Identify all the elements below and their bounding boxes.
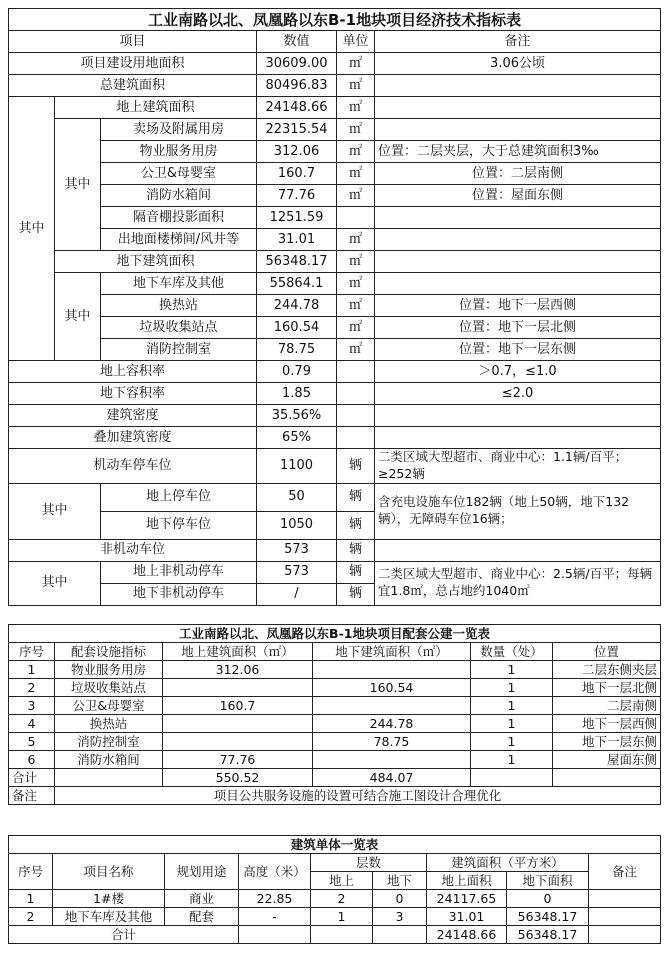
row-unit: ㎡ <box>337 53 375 75</box>
row-name: 建筑密度 <box>9 405 257 427</box>
row-note: 位置：地下一层东侧 <box>375 339 661 361</box>
row-note <box>375 229 661 251</box>
header-name: 项目名称 <box>53 854 165 890</box>
row-unit: 辆 <box>337 539 375 561</box>
row-name: 地上建筑面积 <box>55 97 257 119</box>
cell-count: 1 <box>471 697 553 715</box>
row-note: 二类区域大型超市、商业中心：1.1辆/百平；≥252辆 <box>375 449 661 484</box>
row-unit: ㎡ <box>337 229 375 251</box>
cell-count: 1 <box>471 715 553 733</box>
header-location: 位置 <box>553 643 661 661</box>
cell-use: 配套 <box>165 908 239 926</box>
row-name: 非机动车位 <box>9 539 257 561</box>
row-name: 地下停车位 <box>101 511 257 539</box>
subgroup-label-below: 其中 <box>55 273 101 361</box>
cell-facility: 物业服务用房 <box>55 661 163 679</box>
row-unit <box>337 207 375 229</box>
total-floors-below-empty <box>373 926 427 944</box>
table-row <box>9 679 661 697</box>
row-note <box>375 405 661 427</box>
cell-height: - <box>239 908 311 926</box>
cell-area-below: 0 <box>507 890 589 908</box>
row-note: 位置：地下一层北侧 <box>375 317 661 339</box>
row-value: 24148.66 <box>257 97 337 119</box>
cell-facility: 消防水箱间 <box>55 751 163 769</box>
row-name: 卖场及附属用房 <box>101 119 257 141</box>
row-note: 3.06公顷 <box>375 53 661 75</box>
row-name: 出地面楼梯间/风井等 <box>101 229 257 251</box>
cell-below: 160.54 <box>313 679 471 697</box>
total-facility-empty <box>55 769 163 787</box>
header-use: 规划用途 <box>165 854 239 890</box>
cell-name: 地下车库及其他 <box>53 908 165 926</box>
row-value: 30609.00 <box>257 53 337 75</box>
row-value: 80496.83 <box>257 75 337 97</box>
header-value: 数值 <box>257 31 337 53</box>
total-location-empty <box>553 769 661 787</box>
cell-count: 1 <box>471 733 553 751</box>
cell-below: 78.75 <box>313 733 471 751</box>
row-note: 含充电设施车位182辆（地上50辆，地下132辆），无障碍车位16辆； <box>375 483 661 539</box>
table1-title: 工业南路以北、凤凰路以东B-1地块项目经济技术指标表 <box>9 9 661 31</box>
row-value: 22315.54 <box>257 119 337 141</box>
cell-location: 屋面东侧 <box>553 751 661 769</box>
cell-no: 6 <box>9 751 55 769</box>
row-name: 物业服务用房 <box>101 141 257 163</box>
row-value: 1050 <box>257 511 337 539</box>
table-row <box>9 661 661 679</box>
row-note <box>375 427 661 449</box>
cell-facility: 换热站 <box>55 715 163 733</box>
cell-name: 1#楼 <box>53 890 165 908</box>
cell-count: 1 <box>471 661 553 679</box>
cell-no: 1 <box>9 890 53 908</box>
row-value: / <box>257 583 337 605</box>
table2-title: 工业南路以北、凤凰路以东B-1地块项目配套公建一览表 <box>9 625 661 643</box>
cell-no: 4 <box>9 715 55 733</box>
total-floors-above-empty <box>311 926 373 944</box>
cell-no: 5 <box>9 733 55 751</box>
total-label: 合计 <box>9 926 239 944</box>
cell-remark <box>589 908 661 926</box>
total-below: 484.07 <box>313 769 471 787</box>
row-unit: 辆 <box>337 583 375 605</box>
header-floors-below: 地下 <box>373 872 427 890</box>
row-name: 公卫&母婴室 <box>101 163 257 185</box>
header-count: 数量（处） <box>471 643 553 661</box>
row-note: 二类区域大型超市、商业中心：2.5辆/百平；每辆宜1.8㎡，总占地约1040㎡ <box>375 561 661 605</box>
row-note <box>375 119 661 141</box>
cell-floors-above: 2 <box>311 890 373 908</box>
row-unit: 辆 <box>337 511 375 539</box>
row-unit: ㎡ <box>337 119 375 141</box>
row-value: 1251.59 <box>257 207 337 229</box>
remark-label: 备注 <box>9 787 55 805</box>
cell-below <box>313 661 471 679</box>
row-unit: ㎡ <box>337 185 375 207</box>
row-unit: ㎡ <box>337 97 375 119</box>
row-note <box>375 207 661 229</box>
row-unit: ㎡ <box>337 75 375 97</box>
cell-below <box>313 751 471 769</box>
row-name: 地下非机动停车 <box>101 583 257 605</box>
cell-no: 3 <box>9 697 55 715</box>
cell-location: 地下一层东侧 <box>553 733 661 751</box>
row-name: 消防控制室 <box>101 339 257 361</box>
header-note: 备注 <box>375 31 661 53</box>
row-unit: ㎡ <box>337 251 375 273</box>
row-note <box>375 251 661 273</box>
row-note <box>375 97 661 119</box>
cell-floors-below: 0 <box>373 890 427 908</box>
cell-facility: 公卫&母婴室 <box>55 697 163 715</box>
remark-row <box>9 787 661 805</box>
row-value: 65% <box>257 427 337 449</box>
cell-area-above: 31.01 <box>427 908 507 926</box>
supporting-facilities-table <box>8 624 661 805</box>
header-area: 建筑面积（平方米） <box>427 854 589 872</box>
row-value: 31.01 <box>257 229 337 251</box>
header-item: 项目 <box>9 31 257 53</box>
total-height-empty <box>239 926 311 944</box>
row-note <box>375 273 661 295</box>
row-unit: ㎡ <box>337 273 375 295</box>
row-value: 1100 <box>257 449 337 484</box>
cell-floors-above: 1 <box>311 908 373 926</box>
row-unit: ㎡ <box>337 295 375 317</box>
cell-facility: 消防控制室 <box>55 733 163 751</box>
row-name: 项目建设用地面积 <box>9 53 257 75</box>
row-name: 地上停车位 <box>101 483 257 511</box>
table-row <box>9 908 661 926</box>
row-note: ＞0.7，≤1.0 <box>375 361 661 383</box>
row-unit: ㎡ <box>337 163 375 185</box>
row-value: 50 <box>257 483 337 511</box>
row-name: 地下容积率 <box>9 383 257 405</box>
row-unit: ㎡ <box>337 339 375 361</box>
cell-above: 160.7 <box>163 697 313 715</box>
cell-location: 二层东侧夹层 <box>553 661 661 679</box>
economic-indicators-table <box>8 8 661 606</box>
row-value: 160.54 <box>257 317 337 339</box>
cell-below: 244.78 <box>313 715 471 733</box>
row-note: 位置：二层南侧 <box>375 163 661 185</box>
header-above-area: 地上建筑面积（㎡） <box>163 643 313 661</box>
table3-title: 建筑单体一览表 <box>9 836 661 854</box>
cell-no: 1 <box>9 661 55 679</box>
total-area-above: 24148.66 <box>427 926 507 944</box>
row-name: 地下车库及其他 <box>101 273 257 295</box>
cell-above: 77.76 <box>163 751 313 769</box>
table-row <box>9 715 661 733</box>
cell-count: 1 <box>471 751 553 769</box>
row-name: 隔音棚投影面积 <box>101 207 257 229</box>
cell-area-below: 56348.17 <box>507 908 589 926</box>
row-name: 叠加建筑密度 <box>9 427 257 449</box>
row-value: 78.75 <box>257 339 337 361</box>
cell-location: 地下一层西侧 <box>553 715 661 733</box>
cell-above: 312.06 <box>163 661 313 679</box>
cell-use: 商业 <box>165 890 239 908</box>
row-unit: ㎡ <box>337 141 375 163</box>
row-value: 244.78 <box>257 295 337 317</box>
cell-above <box>163 715 313 733</box>
header-remark: 备注 <box>589 854 661 890</box>
row-name: 换热站 <box>101 295 257 317</box>
row-name: 地上非机动停车 <box>101 561 257 583</box>
group-label-qizhong: 其中 <box>9 97 55 361</box>
cell-floors-below: 3 <box>373 908 427 926</box>
row-note: 位置：二层夹层，大于总建筑面积3‰ <box>375 141 661 163</box>
row-unit: 辆 <box>337 449 375 484</box>
header-unit: 单位 <box>337 31 375 53</box>
row-value: 312.06 <box>257 141 337 163</box>
row-note <box>375 539 661 561</box>
cell-height: 22.85 <box>239 890 311 908</box>
row-note: ≤2.0 <box>375 383 661 405</box>
row-unit: 辆 <box>337 561 375 583</box>
row-value: 160.7 <box>257 163 337 185</box>
row-name: 机动车停车位 <box>9 449 257 484</box>
header-below-area: 地下建筑面积（㎡） <box>313 643 471 661</box>
row-note: 位置：地下一层西侧 <box>375 295 661 317</box>
row-value: 55864.1 <box>257 273 337 295</box>
table-row <box>9 751 661 769</box>
header-floors: 层数 <box>311 854 427 872</box>
remark-text: 项目公共服务设施的设置可结合施工图设计合理优化 <box>55 787 661 805</box>
total-area-below: 56348.17 <box>507 926 589 944</box>
row-note: 位置：屋面东侧 <box>375 185 661 207</box>
header-no: 序号 <box>9 643 55 661</box>
row-value: 77.76 <box>257 185 337 207</box>
row-name: 消防水箱间 <box>101 185 257 207</box>
header-facility: 配套设施指标 <box>55 643 163 661</box>
row-value: 56348.17 <box>257 251 337 273</box>
header-no: 序号 <box>9 854 53 890</box>
cell-above <box>163 733 313 751</box>
row-name: 地下建筑面积 <box>55 251 257 273</box>
row-value: 35.56% <box>257 405 337 427</box>
cell-facility: 垃圾收集站点 <box>55 679 163 697</box>
cell-above <box>163 679 313 697</box>
row-unit: ㎡ <box>337 317 375 339</box>
row-name: 地上容积率 <box>9 361 257 383</box>
group-label-bikes: 其中 <box>9 561 101 605</box>
header-height: 高度（米） <box>239 854 311 890</box>
subgroup-label-above: 其中 <box>55 119 101 251</box>
row-unit <box>337 383 375 405</box>
total-remark-empty <box>589 926 661 944</box>
header-area-above: 地上面积 <box>427 872 507 890</box>
header-floors-above: 地上 <box>311 872 373 890</box>
row-note <box>375 75 661 97</box>
row-value: 0.79 <box>257 361 337 383</box>
table-row <box>9 890 661 908</box>
total-count-empty <box>471 769 553 787</box>
row-name: 垃圾收集站点 <box>101 317 257 339</box>
cell-location: 地下一层北侧 <box>553 679 661 697</box>
row-unit <box>337 427 375 449</box>
table-row <box>9 733 661 751</box>
row-unit: 辆 <box>337 483 375 511</box>
cell-remark <box>589 890 661 908</box>
building-list-table <box>8 835 661 944</box>
row-value: 573 <box>257 539 337 561</box>
total-label: 合计 <box>9 769 55 787</box>
cell-no: 2 <box>9 679 55 697</box>
cell-no: 2 <box>9 908 53 926</box>
row-value: 573 <box>257 561 337 583</box>
total-row <box>9 769 661 787</box>
row-value: 1.85 <box>257 383 337 405</box>
cell-location: 二层南侧 <box>553 697 661 715</box>
header-area-below: 地下面积 <box>507 872 589 890</box>
cell-area-above: 24117.65 <box>427 890 507 908</box>
total-row <box>9 926 661 944</box>
group-label-parking: 其中 <box>9 483 101 539</box>
row-unit <box>337 405 375 427</box>
cell-count: 1 <box>471 679 553 697</box>
cell-below <box>313 697 471 715</box>
row-name: 总建筑面积 <box>9 75 257 97</box>
row-unit <box>337 361 375 383</box>
total-above: 550.52 <box>163 769 313 787</box>
table-row <box>9 697 661 715</box>
